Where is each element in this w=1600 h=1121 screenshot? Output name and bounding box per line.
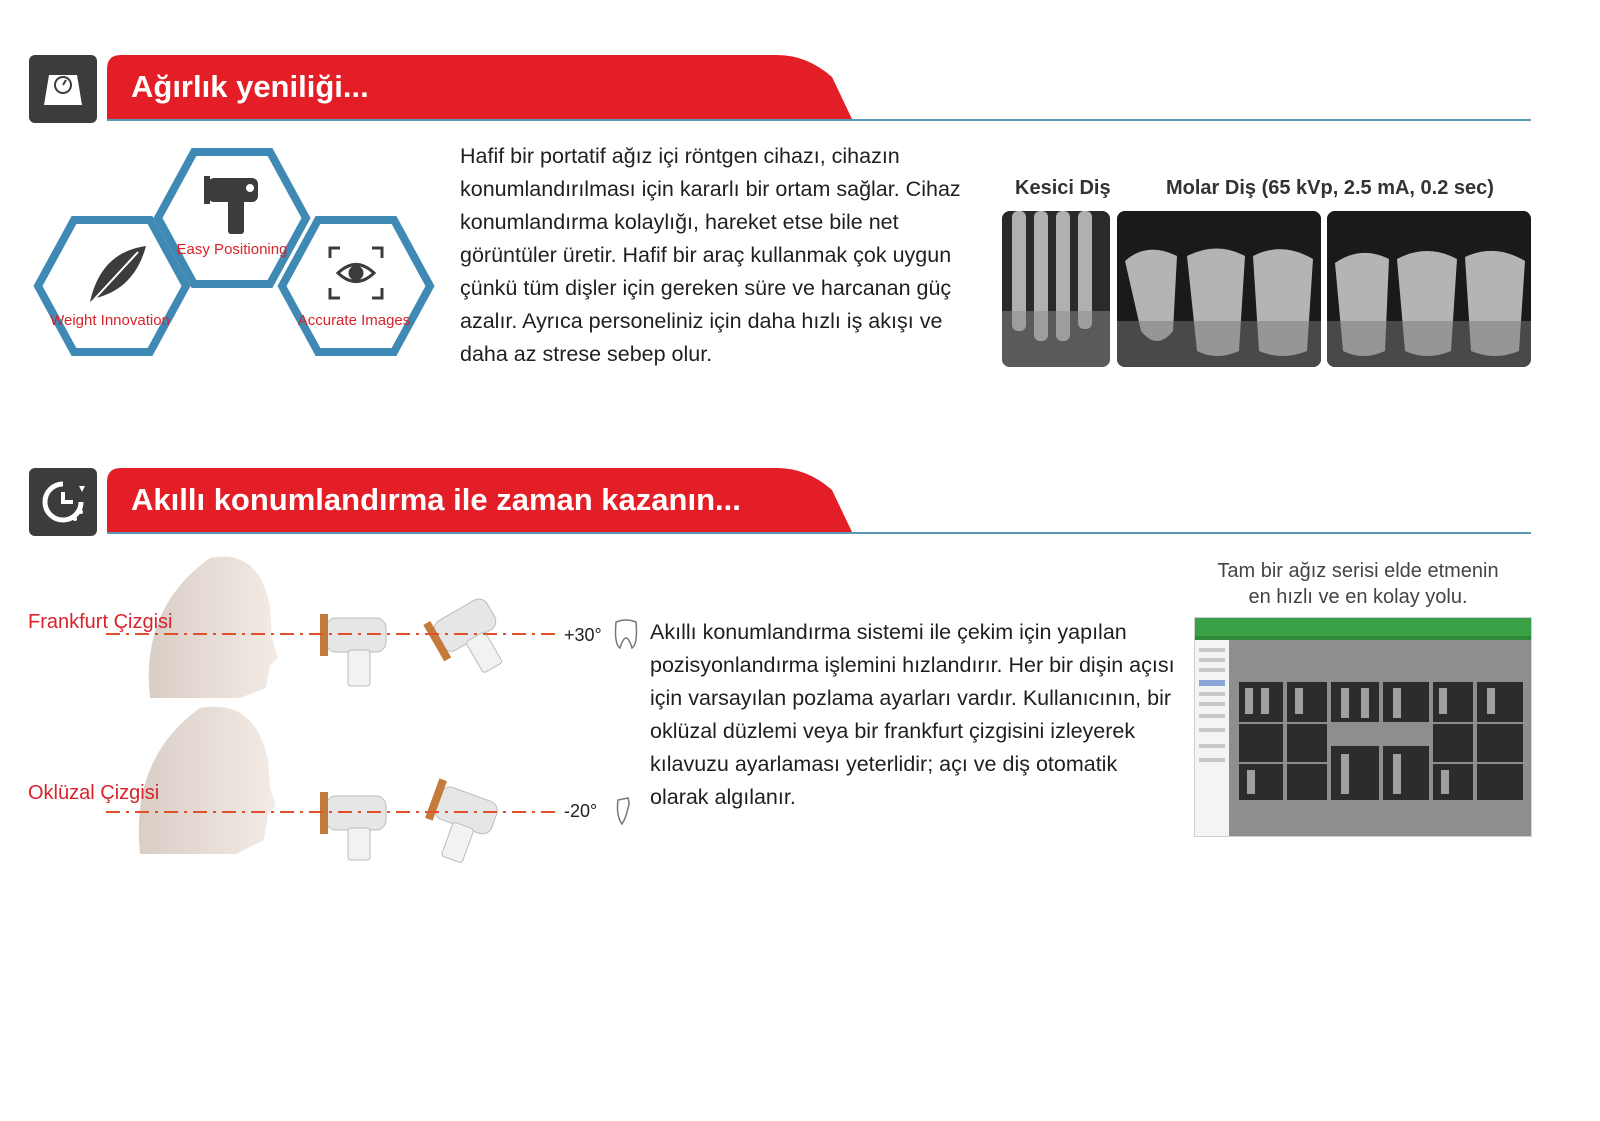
section1-paragraph xyxy=(460,140,985,371)
hexagon-label-weight: Weight Innovation xyxy=(50,312,170,329)
section2-paragraph xyxy=(650,616,1175,814)
section2-banner xyxy=(107,468,852,532)
section1-title: Ağırlık yeniliği... xyxy=(131,69,369,104)
xray-incisor xyxy=(1002,211,1110,367)
software-caption-line2: en hızlı ve en kolay yolu. xyxy=(1248,586,1468,608)
angle-top: +30° xyxy=(564,625,602,645)
section1-paragraph-text: Hafif bir portatif ağız içi röntgen cihazı, cihazın konumlandırılması için kararlı bir ortam sağlar. Cihaz konumlandırma kolaylığı, hareket etse bile net görüntüler üretir. Hafif bir araç kullanmak çok uygun çünkü tüm dişler için gereken süre ve harcanan güç azalır. Ayrıca personeliniz için daha hızlı iş akışı ve daha az strese sebep olur. xyxy=(460,144,961,366)
hexagon-images xyxy=(282,220,430,352)
section2-paragraph-text: Akıllı konumlandırma sistemi ile çekim için yapılan pozisyonlandırma işlemini hızlandırır. Her bir dişin açısı için varsayılan pozlama ayarları vardır. Kullanıcının, bir oklüzal düzlemi veya bir frankfurt çizgisini izleyerek kılavuzu ayarlaması yeterlidir; açı ve diş otomatik olarak algılanır. xyxy=(650,620,1175,809)
section2-title: Akıllı konumlandırma ile zaman kazanın... xyxy=(131,482,741,517)
caption-molar: Molar Diş (65 kVp, 2.5 mA, 0.2 sec) xyxy=(1166,177,1494,199)
xray-device-top-1 xyxy=(320,614,386,686)
clock-icon xyxy=(29,468,97,536)
xray-molar-2 xyxy=(1327,211,1531,367)
caption-incisor: Kesici Diş xyxy=(1015,177,1111,199)
software-caption xyxy=(1188,558,1528,610)
software-screenshot xyxy=(1194,617,1532,837)
section1-divider xyxy=(107,119,1531,121)
scale-icon xyxy=(29,55,97,123)
hexagon-label-positioning: Easy Positioning xyxy=(176,241,288,258)
software-caption-line1: Tam bir ağız serisi elde etmenin xyxy=(1217,560,1499,582)
frankfurt-label: Frankfurt Çizgisi xyxy=(28,611,173,633)
occlusal-label: Oklüzal Çizgisi xyxy=(28,782,160,804)
section2-divider xyxy=(107,532,1531,534)
hexagon-label-images: Accurate Images xyxy=(297,312,411,329)
positioning-illustration xyxy=(90,548,650,878)
section1-banner xyxy=(107,55,852,119)
head-illustration-bottom xyxy=(139,707,276,854)
angle-bottom: -20° xyxy=(564,801,598,821)
xray-molar-1 xyxy=(1117,211,1321,367)
xray-device-bottom-1 xyxy=(320,792,386,860)
tooth-icon-bottom xyxy=(618,798,630,824)
xray-device-top-2 xyxy=(423,592,516,687)
tooth-icon-top xyxy=(616,620,637,648)
xray-device-bottom-2 xyxy=(415,778,502,868)
